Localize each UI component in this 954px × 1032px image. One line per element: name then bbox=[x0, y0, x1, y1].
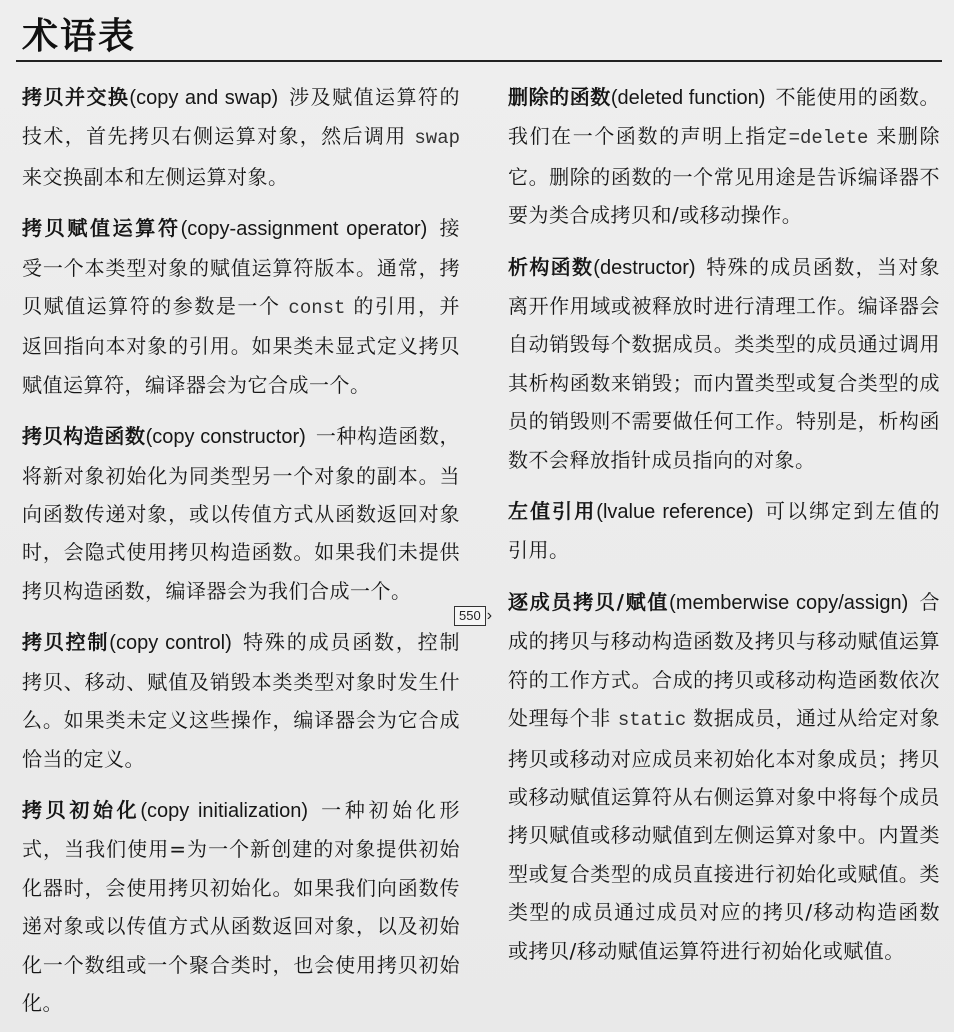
entry-term: 析构函数 bbox=[508, 254, 594, 279]
entry-definition: 来删除它。删除的函数的一个常见用途是告诉编译器不要为类合成拷贝和/或移动操作。 bbox=[508, 124, 941, 228]
entry-term: 左值引用 bbox=[508, 499, 597, 524]
entry-code: swap bbox=[414, 127, 460, 150]
page-number-badge: 550 bbox=[454, 606, 486, 626]
entry-term: 删除的函数 bbox=[508, 85, 611, 109]
glossary-entry-deleted-function bbox=[508, 78, 940, 235]
entry-term-english: (deleted function) bbox=[610, 87, 766, 109]
entry-definition: 特殊的成员函数，当对象离开作用域或被释放时进行清理工作。编译器会自动销毁每个数据成员。类类型的成员通过调用其析构函数来销毁；而内置类型或复合类型的成员的销毁则不需要做任何工作。特别是，析构函数不会释放指针成员指向的对象。 bbox=[508, 254, 941, 472]
glossary-entry-copy-control bbox=[22, 623, 460, 778]
entry-definition: 的引用，并返回指向本对象的引用。如果类未显式定义拷贝赋值运算符，编译器会为它合成一个。 bbox=[22, 294, 461, 397]
entry-term: 拷贝初始化 bbox=[22, 797, 141, 822]
entry-definition: 一种初始化形式，当我们使用=为一个新创建的对象提供初始化器时，会使用拷贝初始化。如果我们向函数传递对象或以传值方式从函数返回对象，以及初始化一个数组或一个聚合类时，也会使用拷贝初始化。 bbox=[22, 797, 461, 1015]
entry-term-english: (copy-assignment operator) bbox=[180, 218, 428, 241]
right-column bbox=[508, 78, 940, 970]
entry-term-english: (copy and swap) bbox=[129, 87, 279, 109]
entry-term: 逐成员拷贝/赋值 bbox=[508, 589, 670, 614]
page-reference-marker bbox=[454, 606, 492, 626]
arrow-right-icon: › bbox=[486, 607, 493, 624]
entry-code: static bbox=[617, 709, 687, 732]
entry-term-english: (destructor) bbox=[593, 256, 696, 279]
glossary-entry-memberwise-copy-assign bbox=[508, 583, 940, 970]
entry-definition: 特殊的成员函数，控制拷贝、移动、赋值及销毁本类类型对象时发生什么。如果类未定义这些操作，编译器会为它合成恰当的定义。 bbox=[22, 630, 461, 771]
entry-term-english: (memberwise copy/assign) bbox=[669, 591, 909, 614]
entry-term: 拷贝并交换 bbox=[22, 85, 130, 109]
entry-definition: 来交换副本和左侧运算对象。 bbox=[22, 164, 289, 189]
entry-definition: 涉及赋值运算符的技术，首先拷贝右侧运算对象，然后调用 bbox=[22, 85, 461, 149]
entry-term: 拷贝赋值运算符 bbox=[22, 216, 181, 241]
glossary-entry-lvalue-reference bbox=[508, 492, 940, 570]
entry-definition: 数据成员，通过从给定对象拷贝或移动对应成员来初始化本对象成员；拷贝或移动赋值运算符从右侧运算对象中将每个成员拷贝赋值或移动赋值到左侧运算对象中。内置类型或复合类型的成员直接进行初始化或赋值。类类型的成员通过成员对应的拷贝/移动构造函数或拷贝/移动赋值运算符进行初始化或赋值。 bbox=[508, 706, 940, 963]
entry-term-english: (copy control) bbox=[109, 632, 232, 655]
entry-term: 拷贝控制 bbox=[22, 630, 110, 655]
entry-definition: 一种构造函数，将新对象初始化为同类型另一个对象的副本。当向函数传递对象，或以传值方式从函数返回对象时，会隐式使用拷贝构造函数。如果我们未提供拷贝构造函数，编译器会为我们合成一个。 bbox=[22, 424, 460, 603]
left-column bbox=[22, 78, 460, 1022]
entry-term: 拷贝构造函数 bbox=[22, 424, 146, 449]
entry-definition: 合成的拷贝与移动构造函数及拷贝与移动赋值运算符的工作方式。合成的拷贝或移动构造函数依次处理每个非 bbox=[508, 589, 940, 731]
entry-term-english: (copy constructor) bbox=[145, 426, 306, 449]
entry-term-english: (lvalue reference) bbox=[596, 501, 754, 524]
glossary-entry-copy-constructor bbox=[22, 417, 460, 610]
glossary-entry-destructor bbox=[508, 248, 940, 479]
entry-term-english: (copy initialization) bbox=[140, 799, 309, 822]
glossary-entry-copy-and-swap bbox=[22, 78, 460, 196]
glossary-entry-copy-assignment-operator bbox=[22, 209, 460, 404]
page-title: 术语表 bbox=[22, 15, 137, 57]
entry-code: const bbox=[288, 297, 346, 320]
entry-definition: 不能使用的函数。我们在一个函数的声明上指定 bbox=[508, 85, 940, 149]
entry-definition: 可以绑定到左值的引用。 bbox=[508, 499, 941, 563]
entry-code: =delete bbox=[788, 127, 869, 150]
glossary-entry-copy-initialization bbox=[22, 791, 460, 1022]
title-divider bbox=[16, 60, 942, 62]
entry-definition: 接受一个本类型对象的赋值运算符版本。通常，拷贝赋值运算符的参数是一个 bbox=[22, 216, 461, 319]
